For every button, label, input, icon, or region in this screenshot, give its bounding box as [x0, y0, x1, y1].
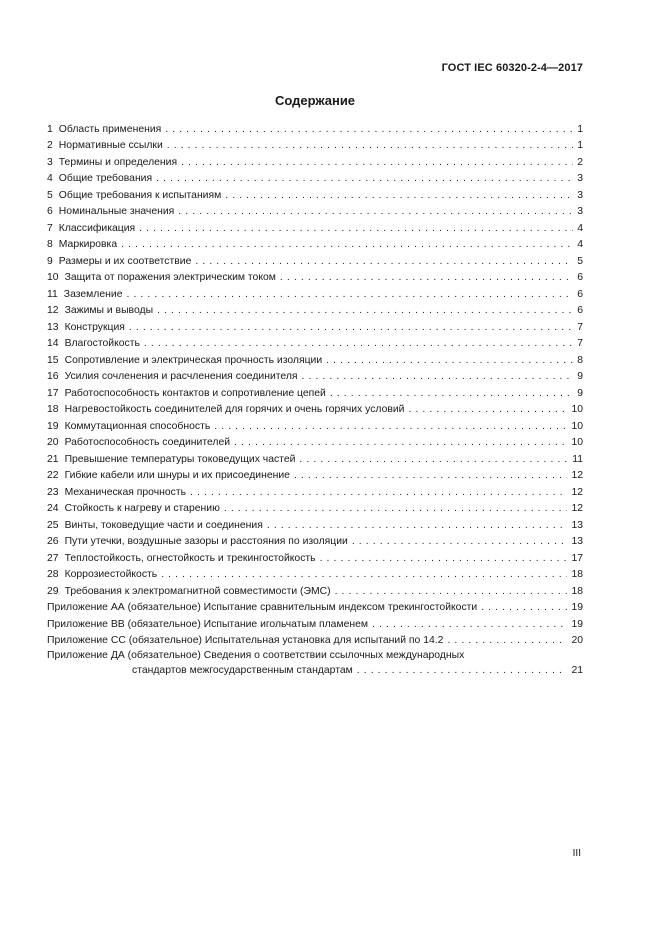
toc-entry[interactable] [47, 152, 583, 169]
toc-entry-text: Стойкость к нагреву и старению [64, 503, 220, 514]
toc-entry-text: Зажимы и выводы [64, 305, 154, 316]
toc-entry-number: 4 [47, 173, 53, 184]
toc-entry-number: 22 [47, 470, 59, 481]
toc-entry-number: 15 [47, 354, 59, 366]
toc-entry[interactable] [47, 169, 583, 186]
toc-leader-dots [126, 288, 573, 301]
toc-entry[interactable] [47, 334, 583, 351]
toc-leader-dots [181, 156, 573, 169]
toc-entry-page: 21 [571, 665, 583, 676]
toc-leader-dots [267, 519, 568, 532]
toc-leader-dots [299, 453, 568, 466]
toc-leader-dots [178, 205, 573, 218]
toc-leader-dots [156, 172, 573, 185]
toc-entry-text: Механическая прочность [64, 486, 186, 498]
toc-entry-text: Общие требования [58, 173, 153, 184]
toc-entry-text: Приложение АА (обязательное) Испытание сравнительным индексом трекингостойкости [47, 602, 478, 613]
toc-entry[interactable] [47, 119, 583, 136]
toc-leader-dots [161, 568, 567, 581]
toc-entry[interactable] [47, 598, 583, 615]
toc-entry-text: Классификация [58, 222, 136, 234]
toc-entry-text: Общие требования к испытаниям [58, 189, 222, 201]
toc-entry[interactable] [47, 136, 583, 153]
toc-entry[interactable] [47, 449, 583, 466]
toc-entry-page: 3 [577, 206, 583, 217]
toc-entry[interactable] [47, 251, 583, 268]
toc-entry-number: 23 [47, 486, 59, 498]
toc-leader-dots [335, 585, 568, 598]
toc-entry[interactable] [47, 581, 583, 598]
toc-leader-dots [330, 387, 573, 400]
toc-entry[interactable] [47, 317, 583, 334]
toc-entry-text: Приложение СС (обязательное) Испытательная установка для испытаний по 14.2 [47, 635, 444, 646]
toc-entry-page: 13 [571, 519, 583, 531]
toc-leader-dots [225, 189, 573, 202]
toc-entry-page: 5 [577, 255, 583, 267]
toc-entry[interactable] [47, 416, 583, 433]
toc-entry-text: Влагостойкость [64, 338, 140, 349]
toc-entry-number: 21 [47, 453, 59, 465]
toc-entry-text-continued: стандартов межгосударственным стандартам [132, 665, 353, 676]
toc-entry-number: 11 [47, 288, 58, 300]
toc-entry-number: 28 [47, 569, 59, 580]
toc-leader-dots [326, 354, 573, 367]
toc-entry-page: 1 [577, 123, 583, 135]
toc-entry[interactable] [47, 367, 583, 384]
toc-entry-page: 19 [571, 618, 583, 630]
toc-entry-text: Теплостойкость, огнестойкость и трекингостойкость [64, 552, 316, 564]
toc-entry-text: Нормативные ссылки [58, 140, 163, 151]
toc-entry-page: 10 [571, 437, 583, 448]
toc-entry-page: 4 [577, 222, 583, 234]
toc-leader-dots [481, 601, 567, 614]
document-id: ГОСТ IEC 60320-2-4—2017 [441, 62, 583, 74]
toc-entry-page: 1 [577, 140, 583, 151]
toc-leader-dots [352, 535, 568, 548]
toc-entry-page: 18 [571, 585, 583, 597]
toc-leader-dots [190, 486, 567, 499]
toc-entry[interactable] [47, 350, 583, 367]
toc-entry-page: 17 [571, 552, 583, 564]
toc-entry[interactable] [47, 268, 583, 285]
toc-entry-number: 14 [47, 338, 59, 349]
toc-entry-text: Конструкция [64, 321, 125, 333]
toc-entry-page: 2 [577, 156, 583, 168]
toc-entry-text: Винты, токоведущие части и соединения [64, 519, 263, 531]
toc-leader-dots [167, 139, 573, 152]
toc-entry-page: 8 [577, 354, 583, 366]
toc-entry-text: Работоспособность контактов и сопротивление цепей [64, 387, 326, 399]
toc-entry-number: 3 [47, 156, 53, 168]
toc-leader-dots [372, 618, 567, 631]
toc-entry-text: Пути утечки, воздушные зазоры и расстояния по изоляции [64, 536, 348, 547]
toc-entry-number: 8 [47, 239, 53, 250]
toc-entry-number: 24 [47, 503, 59, 514]
toc-entry-page: 10 [571, 420, 583, 432]
toc-entry[interactable] [47, 482, 583, 499]
toc-entry-text: Превышение температуры токоведущих частей [64, 453, 296, 465]
toc-entry-number: 9 [47, 255, 53, 267]
toc-entry-page: 6 [577, 305, 583, 316]
toc-entry-number: 26 [47, 536, 59, 547]
toc-leader-dots [157, 304, 573, 317]
toc-entry-number: 1 [47, 123, 53, 135]
toc-entry[interactable] [47, 433, 583, 450]
toc-entry-page: 18 [571, 569, 583, 580]
toc-entry[interactable] [47, 301, 583, 318]
toc-entry-number: 6 [47, 206, 53, 217]
toc-entry[interactable] [47, 466, 583, 483]
toc-leader-dots [280, 271, 573, 284]
toc-leader-dots [121, 238, 573, 251]
toc-entry-page: 12 [571, 503, 583, 514]
toc-entry-number: 18 [47, 404, 59, 415]
page-title: Содержание [274, 93, 356, 108]
toc-entry-page: 7 [577, 321, 583, 333]
toc-entry[interactable] [47, 548, 583, 565]
toc-entry-number: 20 [47, 437, 59, 448]
toc-entry-text: Сопротивление и электрическая прочность изоляции [64, 354, 323, 366]
toc-leader-dots [447, 634, 567, 647]
toc-entry-page: 12 [571, 470, 583, 481]
toc-entry-text: Усилия сочленения и расчленения соединителя [64, 371, 298, 382]
toc-entry[interactable] [47, 284, 583, 301]
toc-entry-text: Приложение ВВ (обязательное) Испытание игольчатым пламенем [47, 618, 369, 630]
toc-leader-dots [234, 436, 567, 449]
toc-entry-page: 6 [577, 288, 583, 300]
toc-entry-text: Коммутационная способность [64, 420, 211, 432]
toc-leader-dots [144, 337, 573, 350]
toc-leader-dots [357, 664, 568, 677]
toc-entry-text: Маркировка [58, 239, 118, 250]
toc-entry-page: 12 [571, 486, 583, 498]
toc-entry[interactable] [47, 185, 583, 202]
toc-entry-appendix-da[interactable] [47, 649, 583, 677]
toc-entry-number: 27 [47, 552, 59, 564]
toc-entry-page: 3 [577, 189, 583, 201]
toc-leader-dots [165, 123, 573, 136]
toc-entry-text: Размеры и их соответствие [58, 255, 192, 267]
toc-leader-dots [139, 222, 573, 235]
toc-leader-dots [195, 255, 573, 268]
toc-entry-page: 3 [577, 173, 583, 184]
toc-entry-number: 29 [47, 585, 59, 597]
toc-entry-page: 9 [577, 371, 583, 382]
toc-entry-text: Область применения [58, 123, 162, 135]
toc-entry-number: 17 [47, 387, 59, 399]
toc-entry-page: 4 [577, 239, 583, 250]
toc-entry-text: Гибкие кабели или шнуры и их присоединение [64, 470, 290, 481]
table-of-contents [47, 119, 583, 677]
toc-entry-page: 6 [577, 272, 583, 283]
toc-entry[interactable] [47, 499, 583, 516]
toc-leader-dots [224, 502, 568, 515]
toc-entry-page: 13 [571, 536, 583, 547]
toc-entry-text: Требования к электромагнитной совместимости (ЭМС) [64, 585, 331, 597]
toc-leader-dots [214, 420, 567, 433]
toc-entry[interactable] [47, 400, 583, 417]
toc-entry-number: 16 [47, 371, 59, 382]
toc-entry[interactable] [47, 532, 583, 549]
toc-entry-text: Нагревостойкость соединителей для горячих и очень горячих условий [64, 404, 405, 415]
toc-leader-dots [408, 403, 567, 416]
toc-entry[interactable] [47, 631, 583, 648]
toc-entry-text: Заземление [63, 288, 123, 300]
toc-leader-dots [320, 552, 568, 565]
toc-entry-number: 13 [47, 321, 59, 333]
toc-entry[interactable] [47, 565, 583, 582]
toc-entry-page: 9 [577, 387, 583, 399]
toc-leader-dots [302, 370, 574, 383]
toc-entry-number: 19 [47, 420, 59, 432]
toc-entry-number: 5 [47, 189, 53, 201]
toc-entry-number: 10 [47, 272, 59, 283]
toc-entry[interactable] [47, 202, 583, 219]
toc-entry[interactable] [47, 235, 583, 252]
toc-leader-dots [294, 469, 568, 482]
toc-entry-text: Защита от поражения электрическим током [64, 272, 276, 283]
toc-entry[interactable] [47, 218, 583, 235]
toc-entry-text: Коррозиестойкость [64, 569, 158, 580]
toc-entry-number: 25 [47, 519, 59, 531]
toc-entry-text: Термины и определения [58, 156, 178, 168]
toc-entry[interactable] [47, 383, 583, 400]
toc-entry-page: 11 [572, 453, 583, 465]
toc-entry-text: Приложение ДА (обязательное) Сведения о соответствии ссылочных международных [47, 650, 465, 661]
toc-entry-text: Работоспособность соединителей [64, 437, 231, 448]
toc-entry-text: Номинальные значения [58, 206, 175, 217]
toc-entry-number: 2 [47, 140, 53, 151]
toc-entry-page: 10 [571, 404, 583, 415]
toc-entry-number: 12 [47, 305, 59, 316]
toc-entry[interactable] [47, 614, 583, 631]
toc-leader-dots [129, 321, 573, 334]
toc-entry[interactable] [47, 515, 583, 532]
toc-entry-page: 20 [571, 635, 583, 646]
toc-entry-page: 7 [577, 338, 583, 349]
page-number: III [572, 848, 581, 859]
toc-entry-page: 19 [571, 602, 583, 613]
toc-entry-number: 7 [47, 222, 53, 234]
